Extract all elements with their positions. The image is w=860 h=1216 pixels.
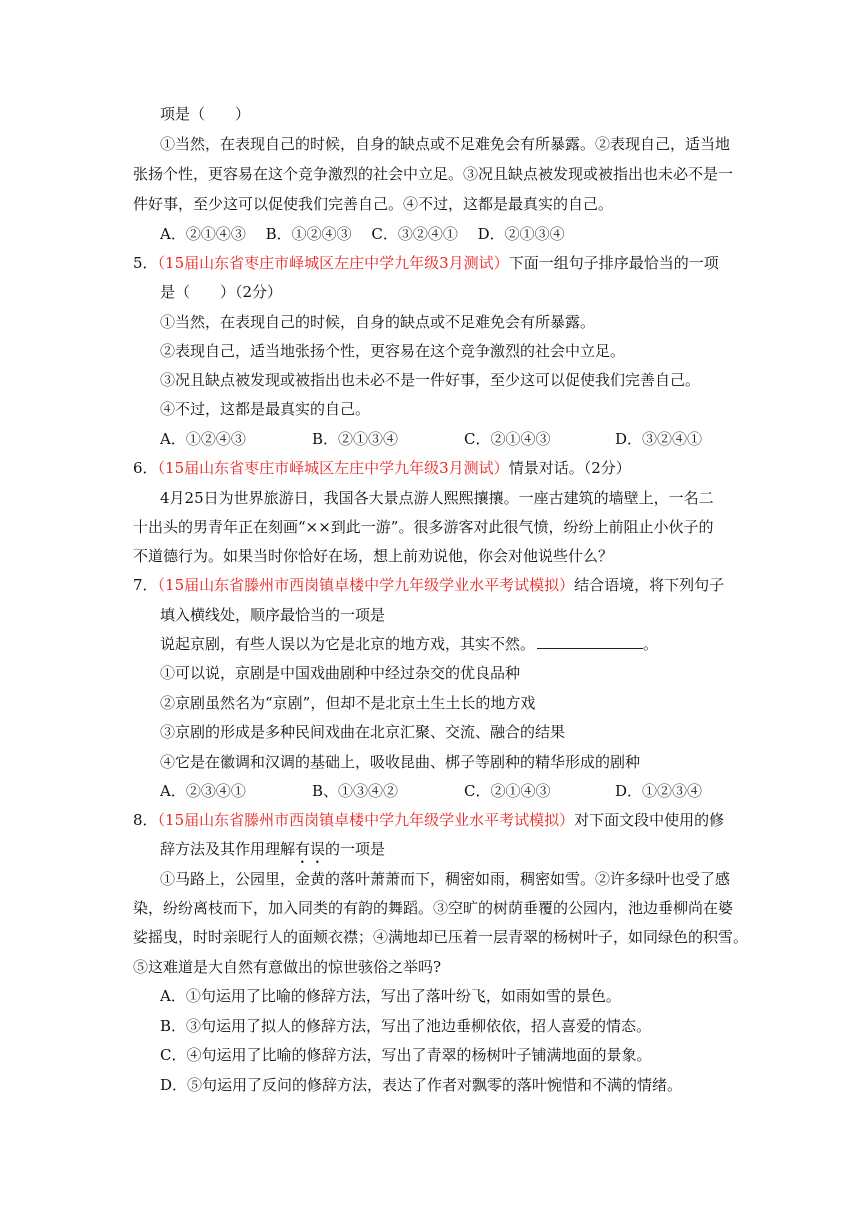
- q5-stem-1: 下面一组句子排序最恰当的一项: [508, 254, 719, 272]
- q7-sentence-2: ②京剧虽然名为“京剧”，但却不是北京土生土长的地方戏: [160, 694, 536, 712]
- q6-stem: 情景对话。（2分）: [508, 459, 631, 477]
- q7-sentence-4: ④它是在徽调和汉调的基础上，吸收昆曲、梆子等剧种的精华形成的剧种: [160, 753, 641, 771]
- q8-passage-line-3: 娑摇曳，时时亲昵行人的面颊衣襟；④满地却已压着一层青翠的杨树叶子，如同绿色的积雪。: [133, 928, 749, 946]
- q4-passage-line-1: ①当然，在表现自己的时候，自身的缺点或不足难免会有所暴露。②表现自己，适当地: [160, 135, 731, 153]
- q7-context: [160, 633, 658, 655]
- q8-stem-emphasis: 有误: [295, 840, 326, 858]
- q8-option-d: D．⑤句运用了反问的修辞方法，表达了作者对飘零的落叶惋惜和不满的情绪。: [160, 1076, 683, 1094]
- q5-sentence-3: ③况且缺点被发现或被指出也未必不是一件好事，至少这可以促使我们完善自己。: [160, 371, 701, 389]
- q6-passage-line-1: 4月25日为世界旅游日，我国各大景点游人熙熙攘攘。一座古建筑的墙壁上，一名二: [160, 489, 714, 507]
- q8-stem-2-a: 辞方法及其作用理解: [160, 840, 296, 858]
- q8-stem-1: 对下面文段中使用的修: [574, 811, 725, 829]
- q7-number: 7．: [133, 576, 158, 594]
- q7-source: （15届山东省滕州市西岗镇卓楼中学九年级学业水平考试模拟）: [157, 576, 575, 594]
- q6-source: （15届山东省枣庄市峄城区左庄中学九年级3月测试）: [157, 459, 509, 477]
- q6-passage-line-3: 不道德行为。如果当时你恰好在场，想上前劝说他，你会对他说些什么？: [133, 547, 614, 565]
- q5-source: （15届山东省枣庄市峄城区左庄中学九年级3月测试）: [157, 254, 509, 272]
- q8-passage-line-2: 染，纷纷离枝而下，加入同类的有韵的舞蹈。③空旷的树荫垂覆的公园内，池边垂柳尚在婆: [133, 899, 734, 917]
- q7-context-text: 说起京剧，有些人误以为它是北京的地方戏，其实不然。: [160, 635, 536, 653]
- q8-stem-2: [160, 838, 385, 867]
- q7-header: [133, 574, 724, 596]
- q7-option-c: C．②①④③: [464, 782, 551, 800]
- q4-passage-line-2: 张扬个性，更容易在这个竞争激烈的社会中立足。③况且缺点被发现或被指出也未必不是一: [133, 165, 734, 183]
- q5-option-c: C．②①④③: [464, 430, 551, 448]
- q7-stem-1: 结合语境，将下列句子: [574, 576, 725, 594]
- q5-sentence-2: ②表现自己，适当地张扬个性，更容易在这个竞争激烈的社会中立足。: [160, 342, 626, 360]
- q7-option-a: A．②③④①: [160, 782, 246, 800]
- q7-stem-2: 填入横线处，顺序最恰当的一项是: [160, 606, 386, 624]
- q7-context-end: 。: [643, 635, 659, 653]
- q5-sentence-1: ①当然，在表现自己的时候，自身的缺点或不足难免会有所暴露。: [160, 313, 596, 331]
- q6-number: 6．: [133, 459, 158, 477]
- q4-passage-line-3: 件好事，至少这可以促使我们完善自己。④不过，这都是最真实的自己。: [133, 195, 614, 213]
- q8-passage-line-1: ①马路上，公园里，金黄的落叶萧萧而下，稠密如雨，稠密如雪。②许多绿叶也受了感: [160, 870, 731, 888]
- q8-number: 8．: [133, 811, 158, 829]
- q7-answer-blank: [537, 635, 643, 649]
- q8-stem-2-c: 的一项是: [325, 840, 386, 858]
- q5-option-b: B．②①③④: [312, 430, 399, 448]
- q5-option-a: A．①②④③: [160, 430, 246, 448]
- q4-options: A．②①④③ B．①②④③ C．③②④① D．②①③④: [160, 225, 565, 243]
- q7-sentence-3: ③京剧的形成是多种民间戏曲在北京汇聚、交流、融合的结果: [160, 723, 566, 741]
- q5-sentence-4: ④不过，这都是最真实的自己。: [160, 400, 371, 418]
- q8-header: [133, 809, 724, 831]
- q7-option-b: B、①③④②: [312, 782, 399, 800]
- q8-source: （15届山东省滕州市西岗镇卓楼中学九年级学业水平考试模拟）: [157, 811, 575, 829]
- q4-stem-tail: 项是（ ）: [160, 105, 251, 123]
- q8-option-a: A．①句运用了比喻的修辞方法，写出了落叶纷飞，如雨如雪的景色。: [160, 987, 621, 1005]
- q5-stem-2: 是（ ）（2分）: [160, 283, 283, 301]
- q5-header: [133, 252, 719, 274]
- q6-passage-line-2: 十出头的男青年正在刻画“××到此一游”。很多游客对此很气愤，纷纷上前阻止小伙子的: [133, 518, 714, 536]
- q5-option-d: D．③②④①: [615, 430, 703, 448]
- q8-option-c: C．④句运用了比喻的修辞方法，写出了青翠的杨树叶子铺满地面的景象。: [160, 1046, 652, 1064]
- q6-header: [133, 457, 631, 479]
- q8-passage-line-4: ⑤这难道是大自然有意做出的惊世骇俗之举吗?: [133, 958, 442, 976]
- q5-number: 5．: [133, 254, 158, 272]
- q8-option-b: B．③句运用了拟人的修辞方法，写出了池边垂柳依依，招人喜爱的情态。: [160, 1017, 652, 1035]
- q7-option-d: D．①②③④: [615, 782, 703, 800]
- q7-sentence-1: ①可以说，京剧是中国戏曲剧种中经过杂交的优良品种: [160, 664, 521, 682]
